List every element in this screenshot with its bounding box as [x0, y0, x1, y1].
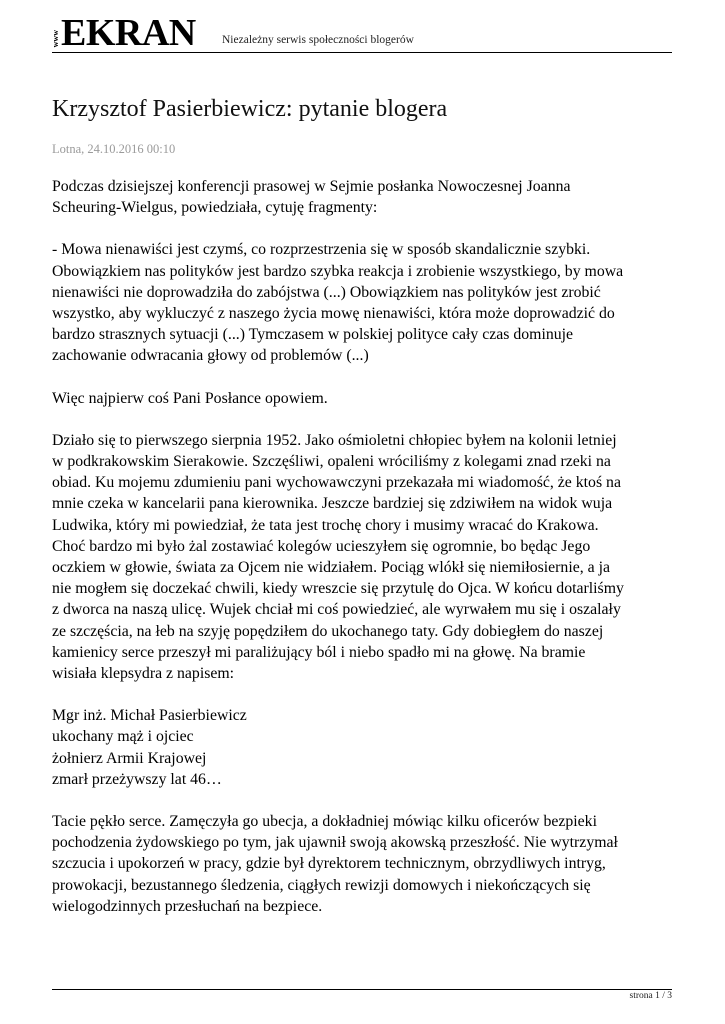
logo-text: EKRAN — [61, 12, 196, 54]
footer-divider — [52, 989, 672, 990]
article-body — [52, 176, 674, 938]
page-header — [52, 14, 672, 53]
paragraph-line: wisiała klepsydra z napisem: — [52, 665, 235, 683]
paragraph-line: oczkiem w głowie, świata za Ojcem nie widziałem. Pociąg wlókł się niemiłosiernie, a ja — [52, 559, 610, 577]
article-paragraph — [52, 705, 674, 790]
paragraph-line: z dworca na naszą ulicę. Wujek chciał mi coś powiedzieć, ale wyrwałem mu się i oszalały — [52, 601, 621, 619]
article-meta: Lotna, 24.10.2016 00:10 — [52, 142, 176, 156]
page-number: strona 1 / 3 — [629, 991, 672, 1001]
paragraph-line: nienawiści nie doprowadziła do zabójstwa (...) Obowiązkiem nas polityków jest zrobić — [52, 283, 601, 301]
paragraph-line: Scheuring-Wielgus, powiedziała, cytuję fragmenty: — [52, 199, 378, 217]
site-logo[interactable] — [51, 12, 196, 54]
article-paragraph — [52, 430, 674, 684]
paragraph-line: kamienicy serce przeszył mi paraliżujący ból i niebo spadło mi na głowę. Na bramie — [52, 643, 586, 661]
logo-prefix: www — [51, 29, 60, 47]
article-paragraph — [52, 239, 674, 366]
site-tagline: Niezależny serwis społeczności blogerów — [222, 34, 414, 46]
paragraph-line: Obowiązkiem nas polityków jest bardzo szybka reakcja i zrobienie wszystkiego, by mowa — [52, 262, 624, 280]
paragraph-line: - Mowa nienawiści jest czymś, co rozprzestrzenia się w sposób skandalicznie szybki. — [52, 241, 591, 259]
article-paragraph — [52, 388, 674, 409]
paragraph-line: Mgr inż. Michał Pasierbiewicz — [52, 707, 247, 725]
paragraph-line: Więc najpierw coś Pani Posłance opowiem. — [52, 389, 328, 407]
paragraph-line: Ludwika, który mi powiedział, że tata jest trochę chory i musimy wracać do Krakowa. — [52, 516, 599, 534]
paragraph-line: żołnierz Armii Krajowej — [52, 749, 207, 767]
paragraph-line: ukochany mąż i ojciec — [52, 728, 194, 746]
paragraph-line: ze szczęścia, na łeb na szyję popędziłem do ukochanego taty. Gdy dobiegłem do naszej — [52, 622, 604, 640]
paragraph-line: wielogodzinnych przesłuchań na bezpiece. — [52, 897, 323, 915]
paragraph-line: bardzo strasznych sytuacji (...) Tymczasem w polskiej polityce cały czas dominuje — [52, 326, 574, 344]
paragraph-line: szczucia i upokorzeń w pracy, gdzie był dyrektorem technicznym, obrzydliwych intryg, — [52, 855, 606, 873]
paragraph-line: zachowanie odwracania głowy od problemów (...) — [52, 347, 369, 365]
paragraph-line: Tacie pękło serce. Zamęczyła go ubecja, a dokładniej mówiąc kilku oficerów bezpieki — [52, 813, 597, 831]
paragraph-line: Działo się to pierwszego sierpnia 1952. Jako ośmioletni chłopiec byłem na kolonii letniej — [52, 431, 617, 449]
paragraph-line: Podczas dzisiejszej konferencji prasowej w Sejmie posłanka Nowoczesnej Joanna — [52, 178, 571, 195]
paragraph-line: mnie czeka w kancelarii pana kierownika. Jeszcze bardziej się zdziwiłem na widok wuja — [52, 495, 613, 513]
article-title: Krzysztof Pasierbiewicz: pytanie blogera — [52, 96, 448, 122]
paragraph-line: pochodzenia żydowskiego po tym, jak ujawnił swoją akowską przeszłość. Nie wytrzymał — [52, 834, 618, 852]
paragraph-line: Choć bardzo mi było żal zostawiać kolegów ucieszyłem się ogromnie, bo będąc Jego — [52, 537, 591, 555]
paragraph-line: obiad. Ku mojemu zdumieniu pani wychowawczyni przekazała mi wiadomość, że ktoś na — [52, 474, 621, 492]
article-paragraph — [52, 176, 674, 218]
paragraph-line: nie mogłem się doczekać chwili, kiedy wreszcie się przytulę do Ojca. W końcu dotarliśmy — [52, 580, 624, 598]
paragraph-line: prowokacji, bezustannego śledzenia, ciągłych rewizji domowych i niekończących się — [52, 876, 591, 894]
article-paragraph — [52, 811, 674, 917]
paragraph-line: w podkrakowskim Sierakowie. Szczęśliwi, opaleni wróciliśmy z kolegami znad rzeki na — [52, 453, 611, 471]
paragraph-line: zmarł przeżywszy lat 46… — [52, 770, 222, 788]
paragraph-line: wszystko, aby wykluczyć z naszego życia mowę nienawiści, która może doprowadzić do — [52, 305, 615, 323]
